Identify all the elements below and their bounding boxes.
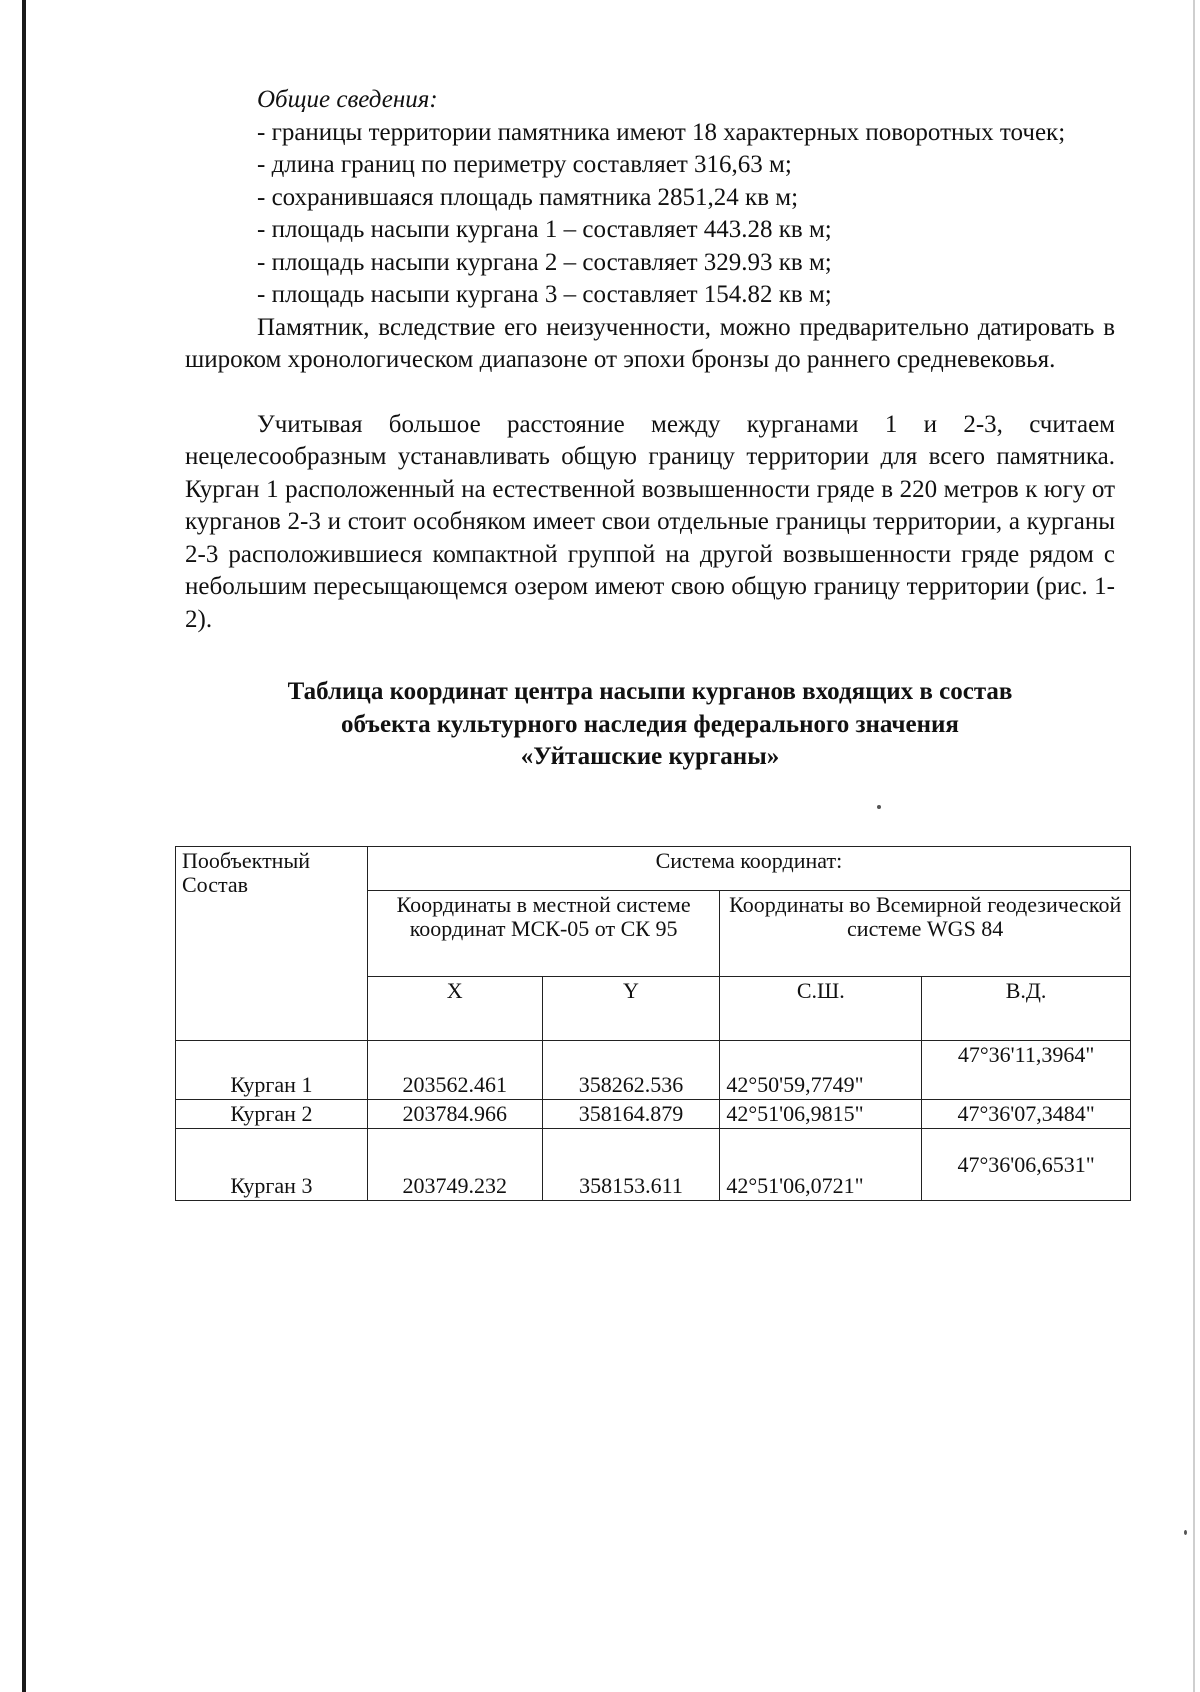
- header-coordinate-system: Система координат:: [367, 847, 1130, 891]
- table-title-line-1: Таблица координат центра насыпи курганов входящих в состав: [287, 678, 1013, 705]
- row-longitude: 47°36'07,3484": [922, 1100, 1131, 1129]
- row-longitude: 47°36'06,6531": [922, 1129, 1131, 1201]
- header-local-system: Координаты в местной системе координат МСК-05 от СК 95: [367, 891, 720, 977]
- general-heading: Общие сведения:: [257, 86, 438, 113]
- table-row: [176, 1129, 1131, 1201]
- header-x: X: [367, 977, 542, 1041]
- scan-edge-right: [1193, 0, 1195, 1692]
- table-title: [185, 676, 1115, 774]
- row-latitude: 42°50'59,7749": [720, 1041, 922, 1100]
- coordinates-table: [175, 846, 1131, 1201]
- row-y: 358153.611: [542, 1129, 720, 1201]
- row-y: 358164.879: [542, 1100, 720, 1129]
- table-title-line-2: объекта культурного наследия федерального значения: [341, 710, 959, 738]
- row-x: 203562.461: [367, 1041, 542, 1100]
- paragraph-gap: [185, 377, 1115, 409]
- row-x: 203784.966: [367, 1100, 542, 1129]
- header-wgs84: Координаты во Всемирной геодезической системе WGS 84: [720, 891, 1131, 977]
- row-name: Курган 3: [176, 1129, 368, 1201]
- row-latitude: 42°51'06,9815": [720, 1100, 922, 1129]
- scan-speck: [1184, 1530, 1187, 1535]
- row-name: Курган 1: [176, 1041, 368, 1100]
- header-y: Y: [542, 977, 720, 1041]
- row-latitude: 42°51'06,0721": [720, 1129, 922, 1201]
- table-row: [176, 1041, 1131, 1100]
- dating-paragraph: Памятник, вследствие его неизученности, можно предварительно датировать в широком хронологическом диапазоне от эпохи бронзы до раннего средневековья.: [185, 313, 1115, 373]
- header-latitude: С.Ш.: [720, 977, 922, 1041]
- header-longitude: В.Д.: [922, 977, 1131, 1041]
- row-name: Курган 2: [176, 1100, 368, 1129]
- row-x: 203749.232: [367, 1129, 542, 1201]
- row-longitude: 47°36'11,3964": [922, 1041, 1131, 1100]
- bullet-mound-2-area: - площадь насыпи кургана 2 – составляет 329.93 кв м;: [257, 248, 832, 276]
- scan-speck: [877, 805, 881, 809]
- boundaries-paragraph: Учитывая большое расстояние между курганами 1 и 2-3, считаем нецелесообразным устанавливать общую границу территории для всего памятника. Курган 1 расположенный на естественной возвышенности гряде в 220 метров к югу от курганов 2-3 и стоит особняком имеет свои отдельные границы территории, а курганы 2-3 расположившиеся компактной группой на другой возвышенности гряде рядом с небольшим пересыщающемся озером имеют свою общую границу территории (рис. 1-2).: [185, 410, 1115, 633]
- table-title-line-3: «Уйташские курганы»: [520, 743, 780, 770]
- bullet-turning-points: - границы территории памятника имеют 18 характерных поворотных точек;: [257, 118, 1066, 146]
- header-composition: Пообъектный Состав: [176, 847, 368, 1041]
- bullet-preserved-area: - сохранившаяся площадь памятника 2851,24 кв м;: [257, 183, 799, 211]
- bullet-mound-1-area: - площадь насыпи кургана 1 – составляет 443.28 кв м;: [257, 216, 832, 243]
- document-page: [185, 84, 1115, 806]
- bullet-mound-3-area: - площадь насыпи кургана 3 – составляет 154.82 кв м;: [257, 281, 832, 308]
- bullet-perimeter: - длина границ по периметру составляет 316,63 м;: [257, 151, 792, 178]
- table-row: [176, 1100, 1131, 1129]
- scan-edge-left: [22, 0, 26, 1692]
- row-y: 358262.536: [542, 1041, 720, 1100]
